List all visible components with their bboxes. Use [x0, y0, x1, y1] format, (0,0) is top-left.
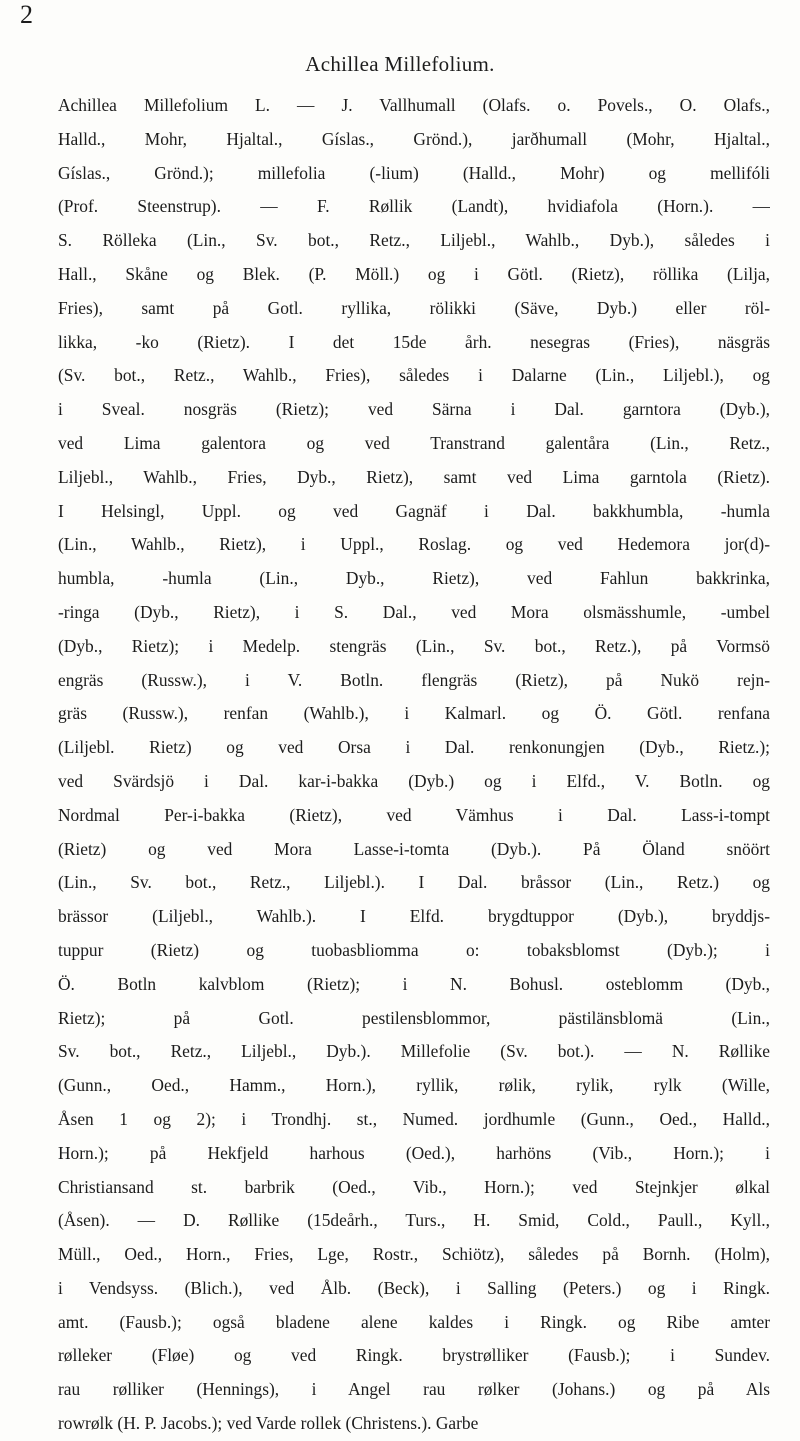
entry-line-17: (Dyb., Rietz); i Medelp. stengräs (Lin., Sv. bot., Retz.), på Vormsö: [58, 635, 770, 656]
entry-line-23: (Rietz) og ved Mora Lasse-i-tomta (Dyb.). På Öland snöört: [58, 838, 770, 859]
entry-line-10: i Sveal. nosgräs (Rietz); ved Särna i Dal. garntora (Dyb.),: [58, 399, 770, 420]
entry-line-26: tuppur (Rietz) og tuobasbliomma o: tobaksblomst (Dyb.); i: [58, 939, 770, 960]
page-number: 2: [20, 0, 33, 29]
entry-line-38: rølleker (Fløe) og ved Ringk. brystrølliker (Fausb.); i Sundev.: [58, 1345, 770, 1366]
entry-line-22: Nordmal Per-i-bakka (Rietz), ved Vämhus i Dal. Lass-i-tompt: [58, 804, 770, 825]
entry-line-20: (Liljebl. Rietz) og ved Orsa i Dal. renkonungjen (Dyb., Rietz.);: [58, 737, 770, 758]
entry-line-30: (Gunn., Oed., Hamm., Horn.), ryllik, rølik, rylik, rylk (Wille,: [58, 1075, 770, 1096]
entry-line-9: (Sv. bot., Retz., Wahlb., Fries), således i Dalarne (Lin., Liljebl.), og: [58, 365, 770, 386]
entry-line-7: Fries), samt på Gotl. ryllika, rölikki (Säve, Dyb.) eller röl-: [58, 297, 770, 318]
entry-line-36: i Vendsyss. (Blich.), ved Ålb. (Beck), i Salling (Peters.) og i Ringk.: [58, 1277, 770, 1298]
entry-line-25: brässor (Liljebl., Wahlb.). I Elfd. brygdtuppor (Dyb.), bryddjs-: [58, 906, 770, 927]
entry-line-11: ved Lima galentora og ved Transtrand galentåra (Lin., Retz.,: [58, 432, 770, 453]
entry-line-14: (Lin., Wahlb., Rietz), i Uppl., Roslag. og ved Hedemora jor(d)-: [58, 534, 770, 555]
entry-line-18: engräs (Russw.), i V. Botln. flengräs (Rietz), på Nukö rejn-: [58, 669, 770, 690]
entry-line-3: Gíslas., Grönd.); millefolia (-lium) (Halld., Mohr) og mellifóli: [58, 162, 770, 183]
entry-line-2: Halld., Mohr, Hjaltal., Gíslas., Grönd.), jarðhumall (Mohr, Hjaltal.,: [58, 128, 770, 149]
entry-line-29: Sv. bot., Retz., Liljebl., Dyb.). Millefolie (Sv. bot.). — N. Røllike: [58, 1041, 770, 1062]
entry-line-15: humbla, -humla (Lin., Dyb., Rietz), ved Fahlun bakkrinka,: [58, 568, 770, 589]
entry-line-37: amt. (Fausb.); også bladene alene kaldes i Ringk. og Ribe amter: [58, 1311, 770, 1332]
entry-line-28: Rietz); på Gotl. pestilensblommor, pästilänsblomä (Lin.,: [58, 1007, 770, 1028]
entry-line-33: Christiansand st. barbrik (Oed., Vib., Horn.); ved Stejnkjer ølkal: [58, 1176, 770, 1197]
entry-line-13: I Helsingl, Uppl. og ved Gagnäf i Dal. bakkhumbla, -humla: [58, 500, 770, 521]
entry-line-12: Liljebl., Wahlb., Fries, Dyb., Rietz), samt ved Lima garntola (Rietz).: [58, 466, 770, 487]
entry-line-21: ved Svärdsjö i Dal. kar-i-bakka (Dyb.) og i Elfd., V. Botln. og: [58, 770, 770, 791]
entry-line-1: Achillea Millefolium L. — J. Vallhumall (Olafs. o. Povels., O. Olafs.,: [58, 95, 770, 115]
entry-line-40: rowrølk (H. P. Jacobs.); ved Varde rollek (Christens.). Garbe: [58, 1413, 479, 1434]
entry-line-24: (Lin., Sv. bot., Retz., Liljebl.). I Dal. bråssor (Lin., Retz.) og: [58, 872, 770, 893]
entry-line-5: S. Rölleka (Lin., Sv. bot., Retz., Liljebl., Wahlb., Dyb.), således i: [58, 230, 770, 251]
entry-line-19: gräs (Russw.), renfan (Wahlb.), i Kalmarl. og Ö. Götl. renfana: [58, 703, 770, 724]
entry-line-8: likka, -ko (Rietz). I det 15de årh. nesegras (Fries), näsgräs: [58, 331, 770, 352]
entry-line-4: (Prof. Steenstrup). — F. Røllik (Landt), hvidiafola (Horn.). —: [58, 196, 770, 217]
entry-line-32: Horn.); på Hekfjeld harhous (Oed.), harhöns (Vib., Horn.); i: [58, 1142, 770, 1163]
entry-text-block: [58, 89, 770, 1441]
entry-line-27: Ö. Botln kalvblom (Rietz); i N. Bohusl. osteblomm (Dyb.,: [58, 973, 770, 994]
entry-line-34: (Åsen). — D. Røllike (15deårh., Turs., H. Smid, Cold., Paull., Kyll.,: [58, 1210, 770, 1231]
running-title: Achillea Millefolium.: [305, 52, 495, 76]
entry-line-35: Müll., Oed., Horn., Fries, Lge, Rostr., Schiötz), således på Bornh. (Holm),: [58, 1244, 770, 1265]
entry-line-6: Hall., Skåne og Blek. (P. Möll.) og i Götl. (Rietz), röllika (Lilja,: [58, 263, 770, 284]
entry-line-16: -ringa (Dyb., Rietz), i S. Dal., ved Mora olsmässhumle, -umbel: [58, 601, 770, 622]
entry-line-39: rau rølliker (Hennings), i Angel rau rølker (Johans.) og på Als: [58, 1379, 770, 1400]
entry-line-31: Åsen 1 og 2); i Trondhj. st., Numed. jordhumle (Gunn., Oed., Halld.,: [58, 1108, 770, 1129]
